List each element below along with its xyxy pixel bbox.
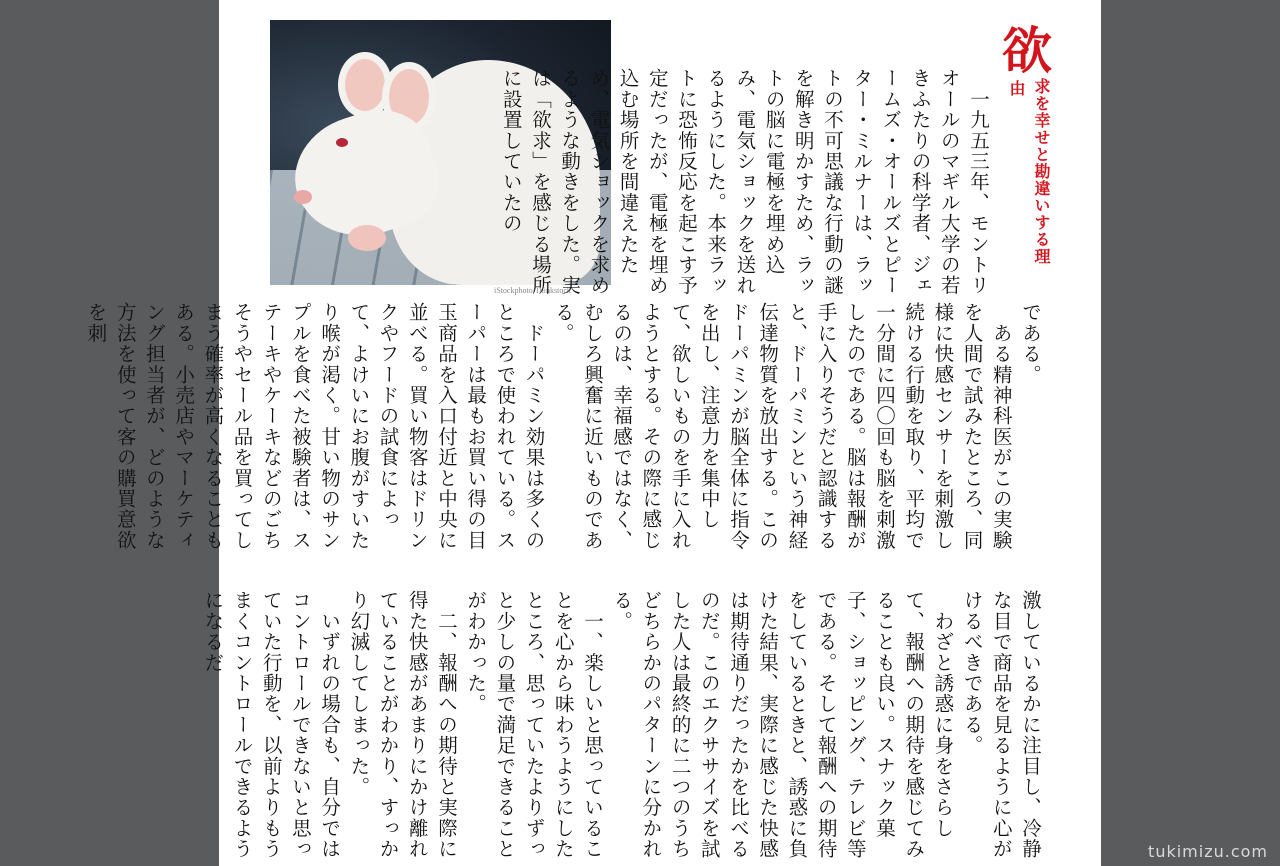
- rat-paw: [348, 225, 386, 251]
- rat-eye: [336, 138, 348, 147]
- article-title-char: 欲: [1002, 22, 1052, 80]
- site-watermark: tukimizu.com: [1148, 842, 1268, 861]
- text-block-bottom: [198, 590, 1045, 860]
- paragraph-exercise: わざと誘惑に身をさらして、報酬への期待を感じてみることも良い。スナック菓子、ショッピング、テレビ等である。そして報酬への期待をしているときと、誘惑に負けた結果、実際に感じた快感は期待通りだったかを比べるのだ。このエクササイズを試した人は最終的に二つのうちどちらかのパターンに分かれる。: [610, 590, 955, 860]
- article-subtitle-2: 由: [1007, 80, 1026, 97]
- photo-credit: iStockphoto/Thinkstock: [494, 286, 571, 295]
- paragraph-advice: 激しているかに注目し、冷静な目で商品を見るように心がけるべきである。: [960, 590, 1042, 860]
- paragraph-conclusion: いずれの場合も、自分ではコントロールできないと思っていた行動を、以前よりもうまくコントロールできるようになるだ: [201, 590, 342, 860]
- document-page: [84, 0, 1101, 866]
- paragraph-psychiatrist: ある精神科医がこの実験を人間で試みたところ、同様に快感センサーを刺激し続ける行動を取り、平均で一分間に四〇回も脳を刺激したのである。脳は報酬が手に入りそうだと認識すると、ドーパミンという神経伝達物質を放出する。このドーパミンが脳全体に指令を出し、注意力を集中して、欲しいものを手に入れようとする。その際に感じるのは、幸福感ではなく、むしろ興奮に近いものである。: [551, 302, 1013, 551]
- paragraph-pattern-one: 一、楽しいと思っていることを心から味わうようにしたところ、思っていたよりずっと少しの量で満足できることがわかった。: [464, 590, 604, 860]
- text-block-middle: [81, 302, 1045, 567]
- article-subtitle-1: 求を幸せと勘違いする理: [1032, 78, 1051, 265]
- paragraph-intro: 一九五三年、モントリオールのマギル大学の若きふたりの科学者、ジェームズ・オールズとピーター・ミルナーは、ラットの不可思議な行動の謎を解き明かすため、ラットの脳に電極を埋め込み、電気ショックを送れるようにした。本来ラットに恐怖反応を起こす予定だったが、電極を埋め込む場所を間違えたため、電気ショックを求めるような動きをした。実は「欲求」を感じる場所に設置していたの: [499, 68, 990, 296]
- paragraph-end: である。: [1019, 302, 1042, 385]
- paragraph-pattern-two: 二、報酬への期待と実際に得た快感があまりにかけ離れていることがわかり、すっかり幻滅してしまった。: [347, 590, 458, 860]
- paragraph-dopamine: ドーパミン効果は多くのところで使われている。スーパーは最もお買い得の目玉商品を入口付近と中央に並べる。買い物客はドリンクやフードの試食によって、よけいにお腹がすいたり喉が渇く。甘い物のサンプルを食べた被験者は、ステーキやケーキなどのごちそうやセール品を買ってしまう確率が高くなることもある。小売店やマーケティング担当者が、どのような方法を使って客の購買意欲を刺: [84, 302, 546, 551]
- rat-nose: [294, 190, 312, 204]
- text-block-top-right: [497, 68, 993, 300]
